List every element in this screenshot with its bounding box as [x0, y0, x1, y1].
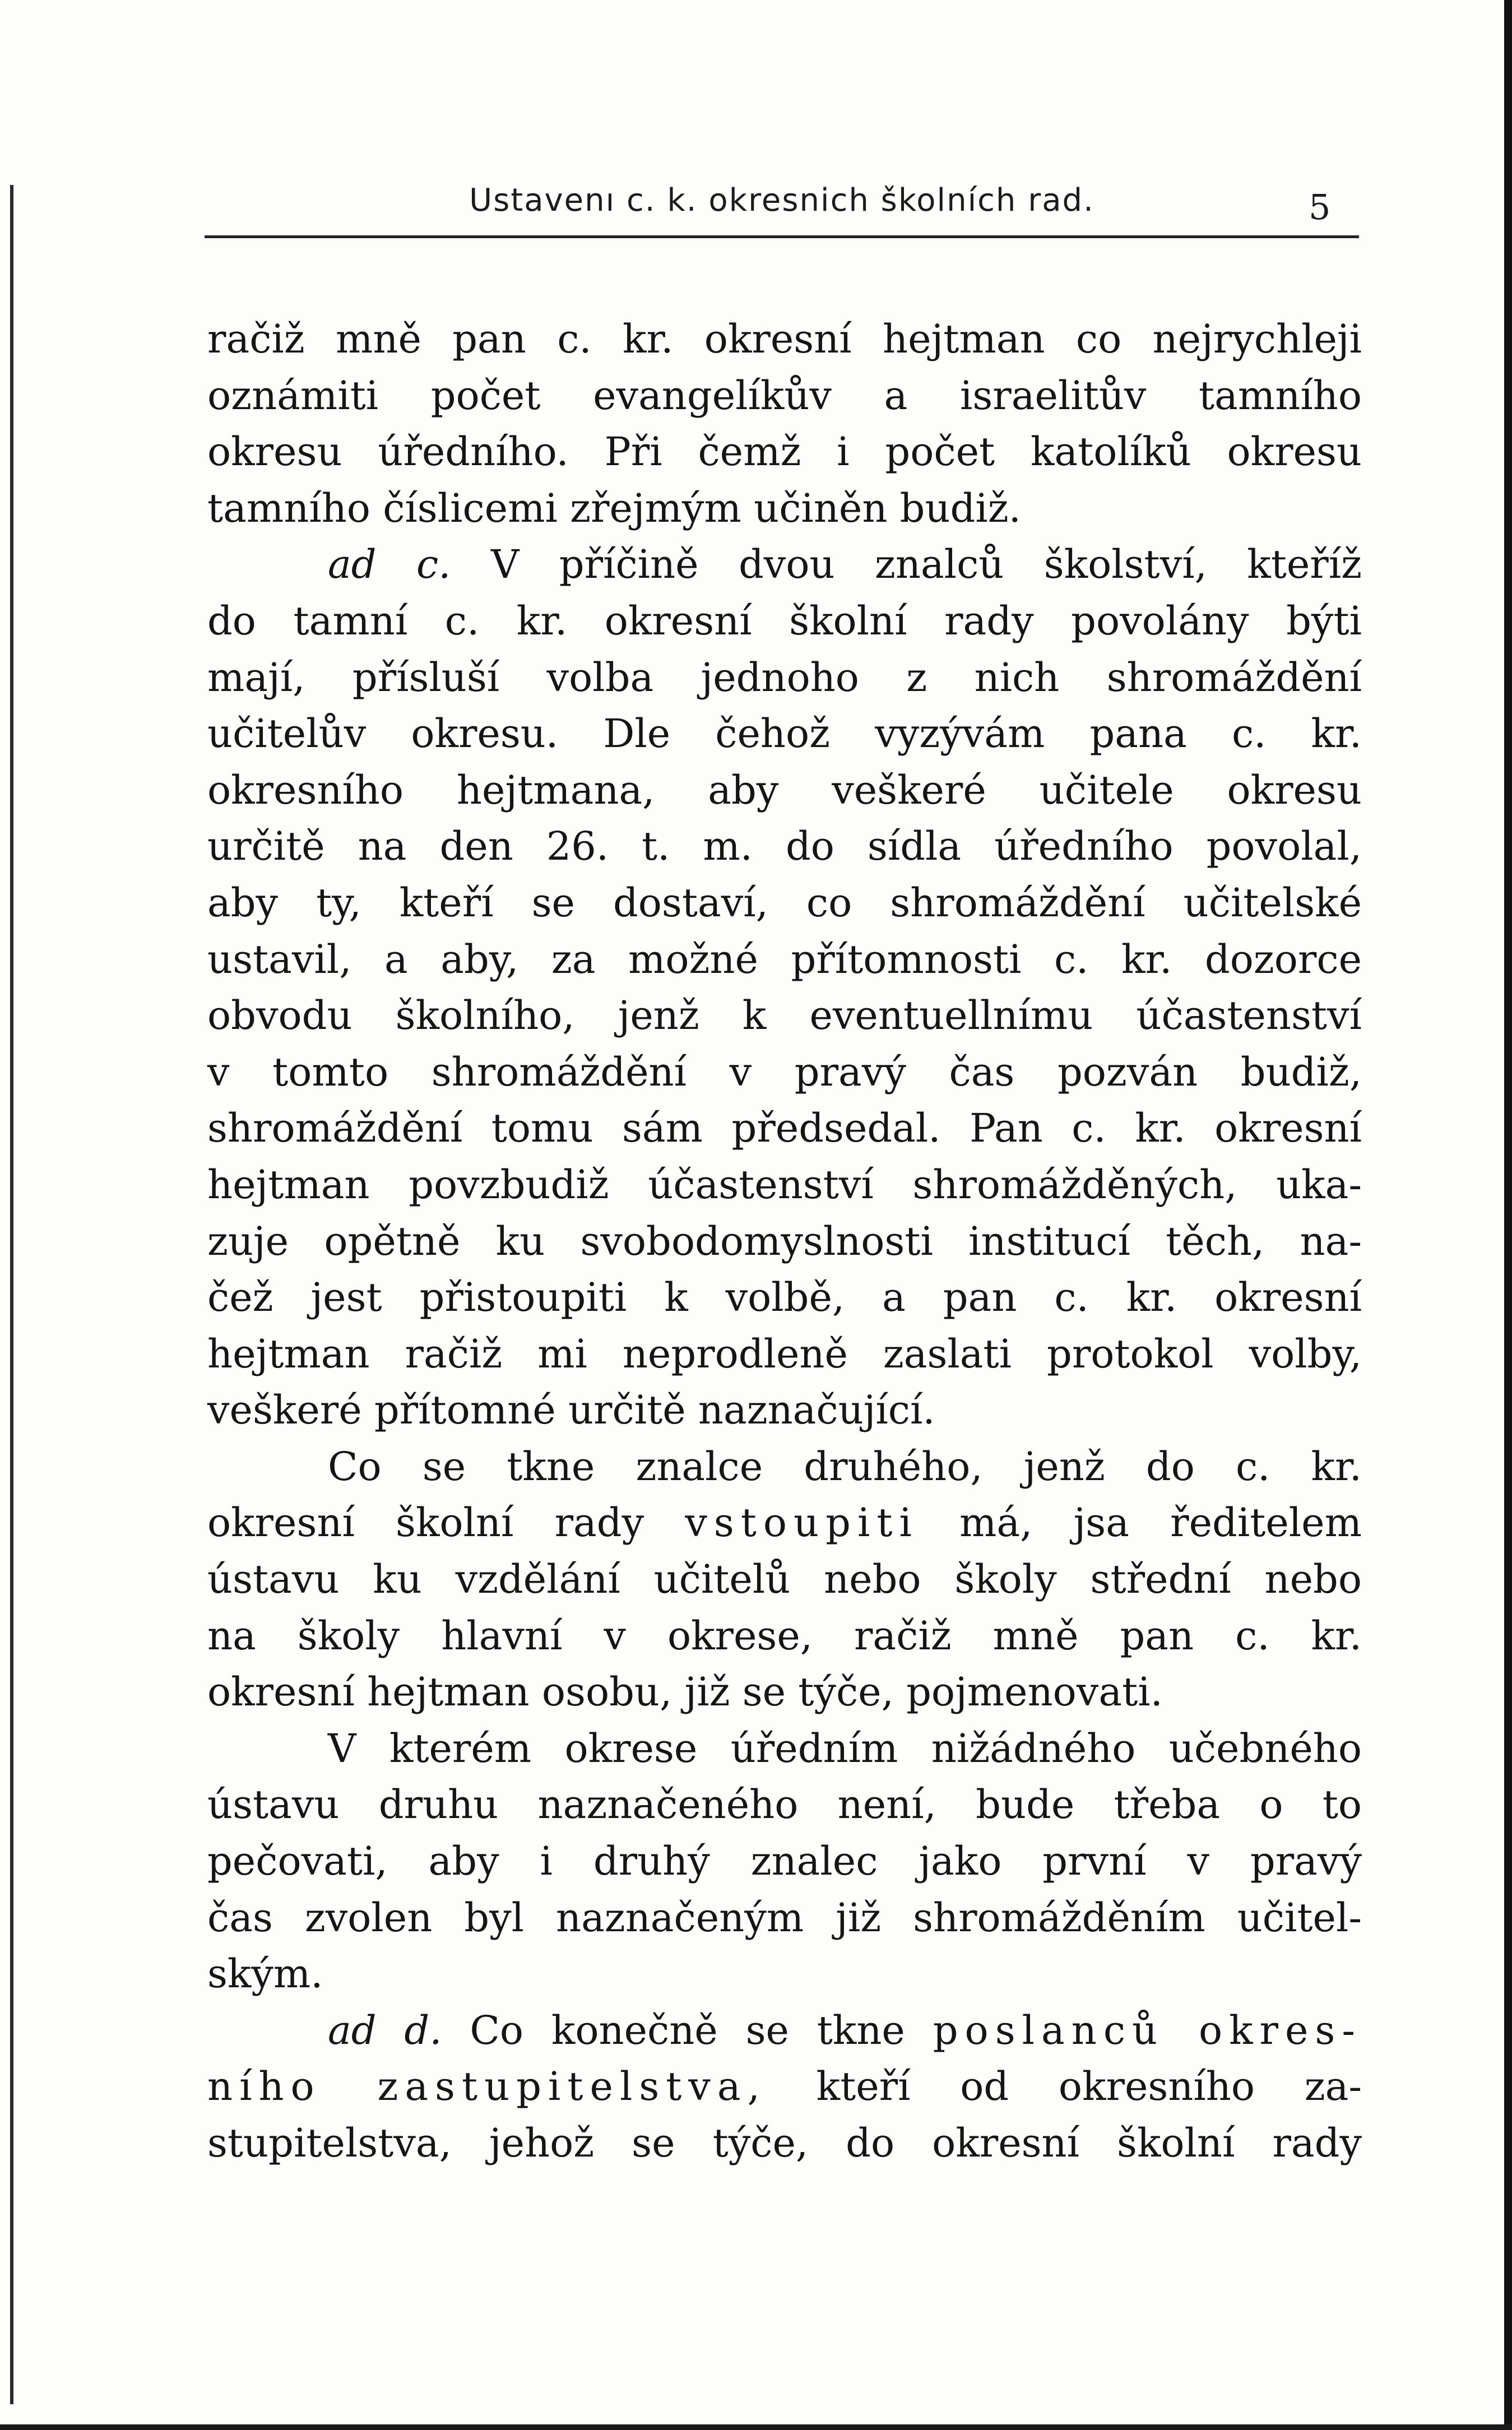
- text-run: V příčině dvou znalců školství, kteříž: [451, 541, 1362, 588]
- text-run: kteří od okresního za-: [766, 2063, 1362, 2110]
- text-line: do tamní c. kr. okresní školní rady povolány býti: [207, 597, 1362, 644]
- text-line: ustavil, a aby, za možné přítomnosti c. kr. dozorce: [207, 936, 1362, 982]
- text-line: okresu úředního. Při čemž i počet katolíků okresu: [207, 429, 1362, 475]
- text-line: tamního číslicemi zřejmým učiněn budiž.: [207, 485, 1021, 531]
- page-number: 5: [1309, 187, 1331, 228]
- paragraph-ad-d: [207, 2002, 1362, 2172]
- text-line: hejtman račiž mi neprodleně zaslati protokol volby,: [207, 1330, 1362, 1377]
- paragraph-1: [207, 311, 1362, 536]
- text-line: hejtman povzbudiž účastenství shromážděných, uka-: [207, 1161, 1362, 1208]
- page-edge-left: [10, 185, 13, 2404]
- text-line: shromáždění tomu sám předsedal. Pan c. kr. okresní: [207, 1105, 1362, 1152]
- text-line: mají, přísluší volba jednoho z nich shromáždění: [207, 654, 1362, 701]
- running-head: Ustavenı c. k. okresnich školních rad.: [469, 182, 1094, 219]
- text-run: má, jsa ředitelem: [918, 1500, 1362, 1546]
- text-line: Co se tkne znalce druhého, jenž do c. kr.: [328, 1443, 1362, 1490]
- text-line: určitě na den 26. t. m. do sídla úředního povolal,: [207, 823, 1362, 870]
- text-line: stupitelstva, jehož se týče, do okresní školní rady: [207, 2120, 1362, 2166]
- paragraph-3: [207, 1439, 1362, 1721]
- text-line: čas zvolen byl naznačeným již shromážděním učitel-: [207, 1894, 1362, 1941]
- text-run: okresní školní rady: [207, 1500, 685, 1546]
- text-line: okresní hejtman osobu, již se týče, pojmenovati.: [207, 1669, 1163, 1715]
- section-marker: ad d.: [328, 2007, 442, 2053]
- text-line: v tomto shromáždění v pravý čas pozván budiž,: [207, 1049, 1362, 1095]
- text-line: [207, 2002, 1362, 2059]
- text-line: oznámiti počet evangelíkův a israelitův tamního: [207, 372, 1362, 419]
- text-line: na školy hlavní v okrese, račiž mně pan c. kr.: [207, 1612, 1362, 1659]
- section-marker: ad c.: [328, 541, 451, 588]
- text-line: čež jest přistoupiti k volbě, a pan c. kr. okresní: [207, 1274, 1362, 1321]
- page-edge-right: [1504, 0, 1512, 2430]
- text-line: pečovati, aby i druhý znalec jako první v pravý: [207, 1838, 1362, 1885]
- text-line: obvodu školního, jenž k eventuellnímu účastenství: [207, 993, 1362, 1039]
- text-run: Co konečně se tkne: [442, 2007, 933, 2053]
- text-line: ústavu ku vzdělání učitelů nebo školy střední nebo: [207, 1556, 1362, 1603]
- text-line: [207, 536, 1362, 593]
- text-line: veškeré přítomné určitě naznačující.: [207, 1387, 935, 1434]
- text-line: zuje opětně ku svobodomyslnosti institucí těch, na-: [207, 1218, 1362, 1264]
- text-line: aby ty, kteří se dostaví, co shromáždění učitelské: [207, 879, 1362, 926]
- text-line: [207, 1495, 1362, 1551]
- page-header: [207, 178, 1356, 223]
- text-line: učitelův okresu. Dle čehož vyzývám pana c. kr.: [207, 711, 1362, 757]
- emphasized-word: ního zastupitelstva,: [207, 2063, 767, 2110]
- text-line: okresního hejtmana, aby veškeré učitele okresu: [207, 767, 1362, 813]
- text-line: [207, 2058, 1362, 2115]
- header-rule: [205, 235, 1359, 238]
- text-line: ústavu druhu naznačeného není, bude třeba o to: [207, 1782, 1362, 1828]
- text-line: račiž mně pan c. kr. okresní hejtman co nejrychleji: [207, 316, 1362, 362]
- paragraph-ad-c: [207, 536, 1362, 1439]
- text-line: V kterém okrese úředním nižádného učebného: [328, 1725, 1362, 1772]
- paragraph-4: [207, 1721, 1362, 2002]
- body-text: [207, 311, 1362, 2172]
- emphasized-word: poslanců okres-: [933, 2007, 1362, 2053]
- emphasized-word: vstoupiti: [685, 1500, 919, 1546]
- text-line: ským.: [207, 1951, 323, 1997]
- page-edge-bottom: [0, 2424, 1512, 2430]
